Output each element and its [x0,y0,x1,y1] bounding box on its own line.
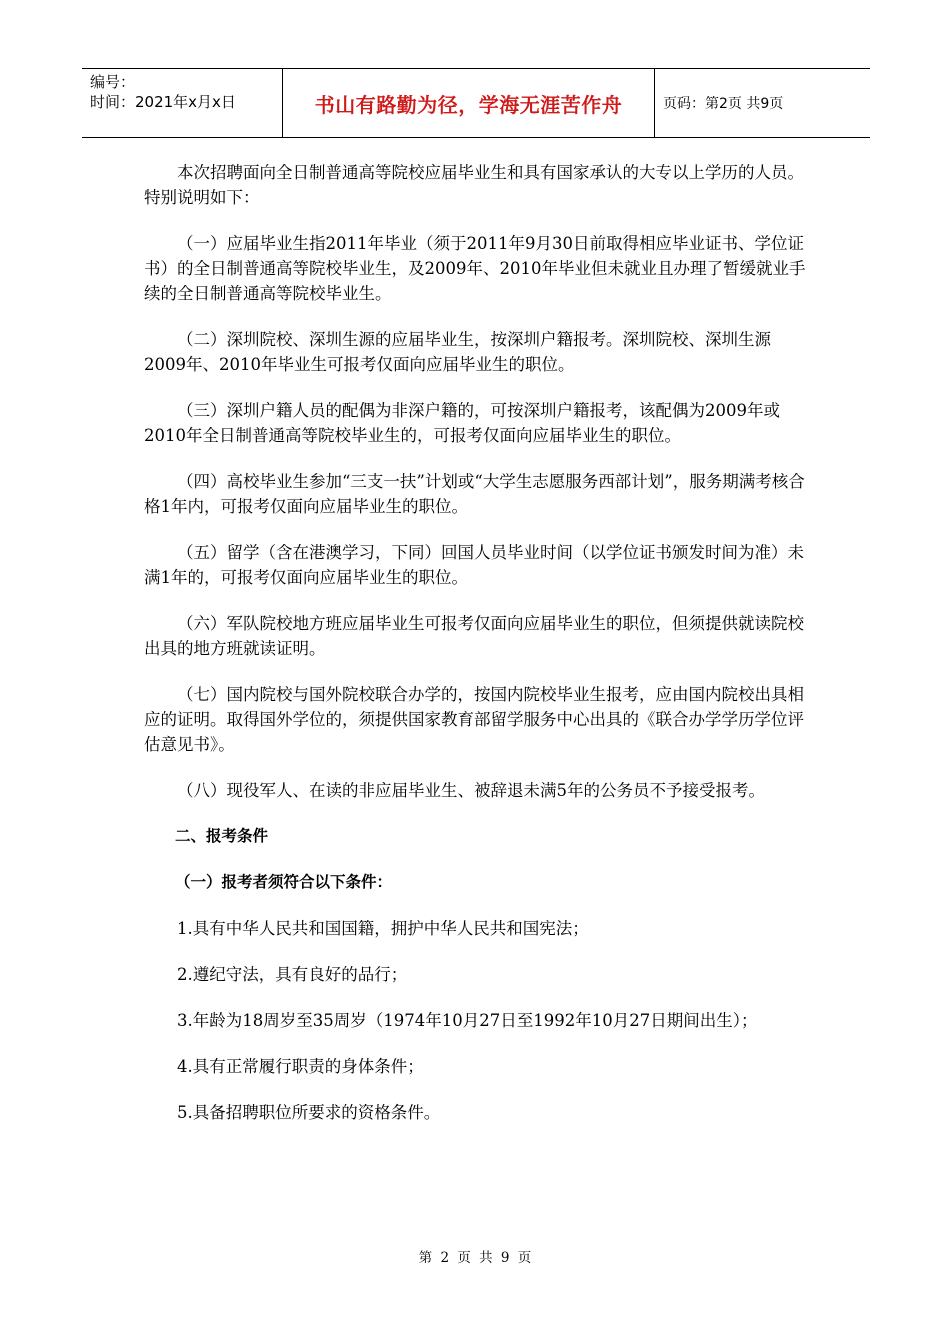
clause-paragraph: （五）留学（含在港澳学习，下同）回国人员毕业时间（以学位证书颁发时间为准）未满1年的，可报考仅面向应届毕业生的职位。 [144,543,804,587]
condition-item: 2.遵纪守法，具有良好的品行； [177,965,408,984]
page-label: 页码：第2页 共9页 [663,96,784,112]
header-meta-cell [82,69,283,137]
condition-item: 3.年龄为18周岁至35周岁（1974年10月27日至1992年10月27日期间出生）； [177,1011,758,1030]
clause-paragraph: （八）现役军人、在读的非应届毕业生、被辞退未满5年的公务员不予接受报考。 [177,781,765,800]
clause-paragraph: （六）军队院校地方班应届毕业生可报考仅面向应届毕业生的职位，但须提供就读院校出具的地方班就读证明。 [144,614,804,658]
condition-item: 1.具有中华人民共和国国籍，拥护中华人民共和国宪法； [177,919,589,938]
clause-paragraph: （三）深圳户籍人员的配偶为非深户籍的，可按深圳户籍报考，该配偶为2009年或2010年全日制普通高等院校毕业生的，可报考仅面向应届毕业生的职位。 [144,401,780,445]
header-table [82,68,870,138]
motto-cell [283,69,655,137]
motto-text: 书山有路勤为径，学海无涯苦作舟 [314,92,623,117]
section-heading: 二、报考条件 [175,827,269,845]
intro-paragraph: 本次招聘面向全日制普通高等院校应届毕业生和具有国家承认的大专以上学历的人员。特别说明如下： [144,163,804,207]
condition-item: 5.具备招聘职位所要求的资格条件。 [177,1103,441,1122]
number-label: 编号： [90,73,136,91]
condition-item: 4.具有正常履行职责的身体条件； [177,1057,424,1076]
clause-paragraph: （一）应届毕业生指2011年毕业（须于2011年9月30日前取得相应毕业证书、学位证书）的全日制普通高等院校毕业生，及2009年、2010年毕业但未就业且办理了暂缓就业手续的全日制普通高等院校毕业生。 [144,234,806,303]
page-number-cell [655,69,870,137]
page-footer: 第 2 页 共 9 页 [418,1250,532,1266]
document-body [144,160,806,1146]
clause-paragraph: （二）深圳院校、深圳生源的应届毕业生，按深圳户籍报考。深圳院校、深圳生源2009年、2010年毕业生可报考仅面向应届毕业生的职位。 [144,330,771,374]
clause-paragraph: （七）国内院校与国外院校联合办学的，按国内院校毕业生报考，应由国内院校出具相应的证明。取得国外学位的，须提供国家教育部留学服务中心出具的《联合办学学历学位评估意见书》。 [144,685,804,754]
clause-paragraph: （四）高校毕业生参加“三支一扶”计划或“大学生志愿服务西部计划”，服务期满考核合格1年内，可报考仅面向应届毕业生的职位。 [144,472,805,516]
time-label: 时间：2021年x月x日 [90,93,236,111]
sub-heading: （一）报考者须符合以下条件： [175,873,393,891]
